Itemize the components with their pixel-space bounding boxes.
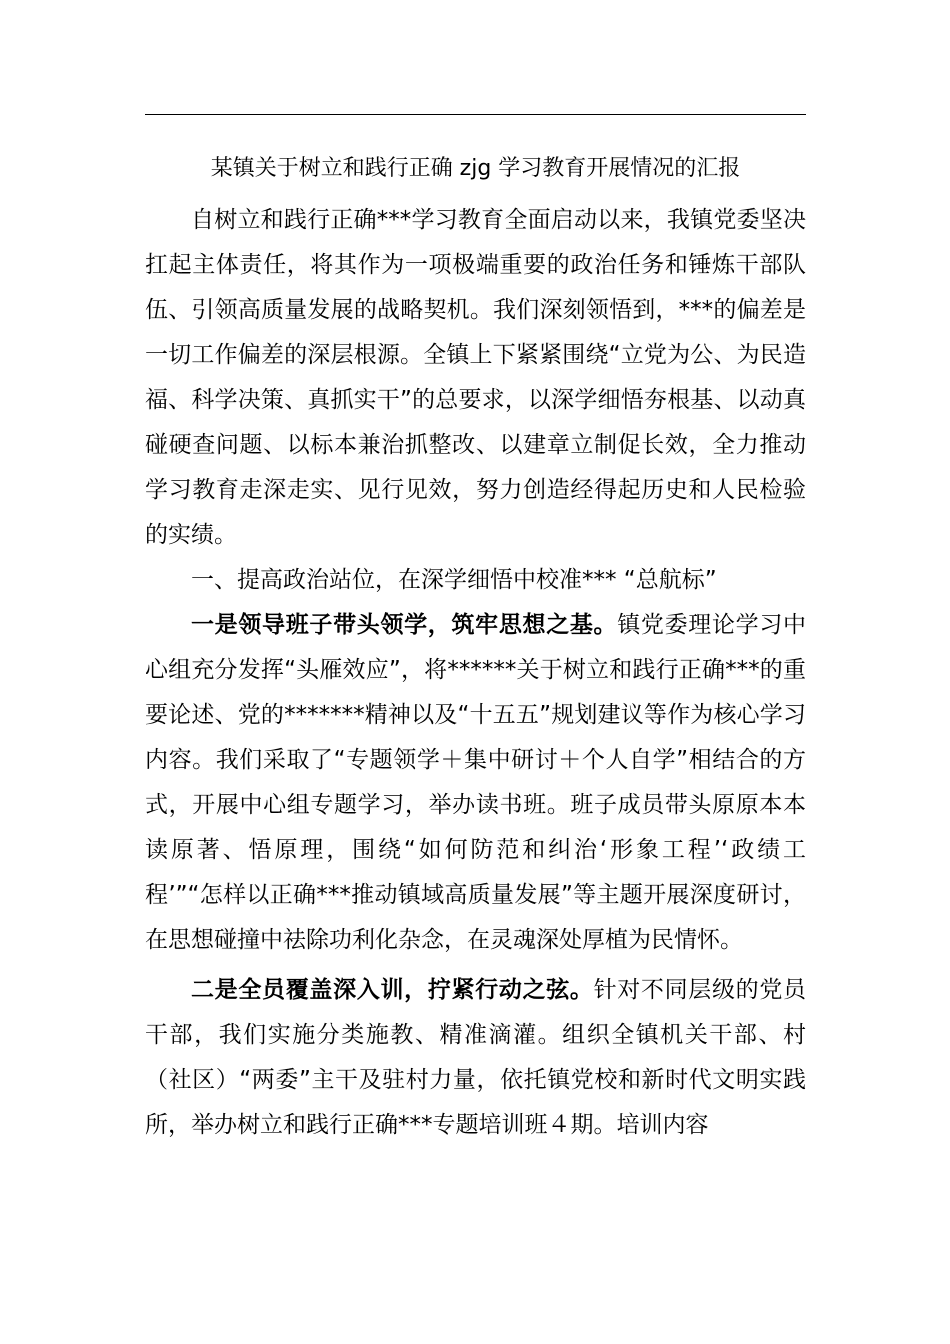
body-paragraph [145, 603, 806, 963]
section-heading-text: 一、提高政治站位，在深学细悟中校准*** “总航标” [191, 567, 717, 593]
paragraph-text: 镇党委理论学习中心组充分发挥“头雁效应”，将******关于树立和践行正确***的重要论述、党的*******精神以及“十五五”规划建议等作为核心学习内容。我们采取了“专题领学＋集中研讨＋个人自学”相结合的方式，开展中心组专题学习，举办读书班。班子成员带头原原本本读原著、悟原理，围绕“如何防范和纠治‘形象工程’‘政绩工程’”“怎样以正确***推动镇域高质量发展”等主题开展深度研讨，在思想碰撞中祛除功利化杂念，在灵魂深处厚植为民情怀。 [145, 612, 807, 953]
header-rule [145, 114, 806, 115]
paragraph-lead: 二是全员覆盖深入训，拧紧行动之弦。 [191, 977, 594, 1003]
document-title: 某镇关于树立和践行正确 zjg 学习教育开展情况的汇报 [210, 156, 741, 181]
paragraph-text: 自树立和践行正确***学习教育全面启动以来，我镇党委坚决扛起主体责任，将其作为一项极端重要的政治任务和锤炼干部队伍、引领高质量发展的战略契机。我们深刻领悟到，***的偏差是一切工作偏差的深层根源。全镇上下紧紧围绕“立党为公、为民造福、科学决策、真抓实干”的总要求，以深学细悟夯根基、以动真碰硬查问题、以标本兼治抓整改、以建章立制促长效，全力推动学习教育走深走实、见行见效，努力创造经得起历史和人民检验的实绩。 [145, 207, 806, 548]
section-heading [145, 558, 806, 603]
paragraph-lead: 一是领导班子带头领学，筑牢思想之基。 [191, 612, 618, 638]
paragraph-text: 针对不同层级的党员干部，我们实施分类施教、精准滴灌。组织全镇机关干部、村（社区）“两委”主干及驻村力量，依托镇党校和新时代文明实践所，举办树立和践行正确***专题培训班４期。培训内容 [145, 977, 807, 1138]
body-paragraph [145, 968, 806, 1148]
intro-paragraph [145, 198, 806, 558]
document-body [145, 198, 806, 1148]
